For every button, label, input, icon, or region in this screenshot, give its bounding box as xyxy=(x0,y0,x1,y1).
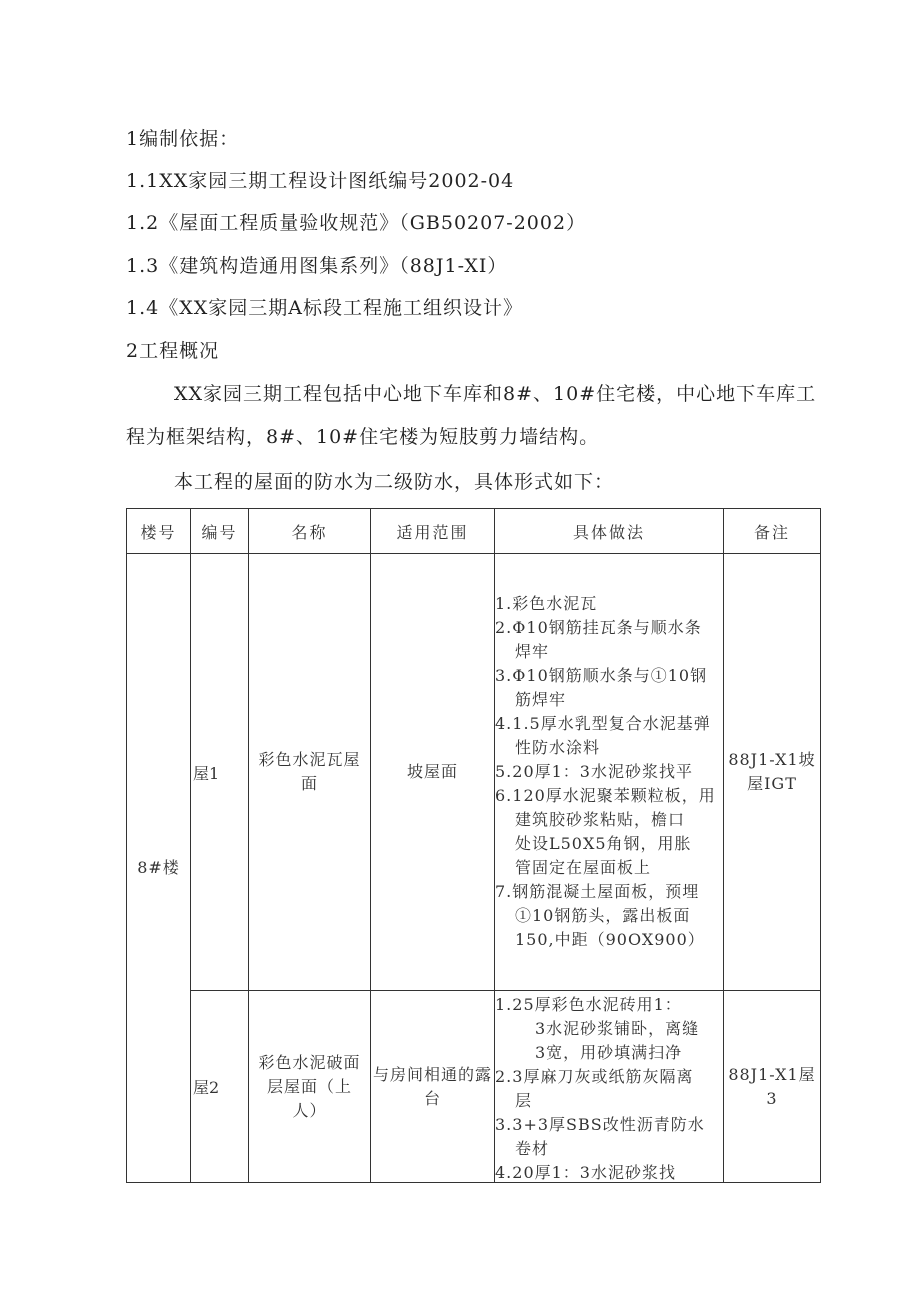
roof-spec-table xyxy=(126,508,821,1183)
method-step: 5.20厚1：3水泥砂浆找平 xyxy=(495,762,693,781)
header-name: 名称 xyxy=(249,509,371,554)
header-remark: 备注 xyxy=(724,509,821,554)
method-step: 2.Φ10钢筋挂瓦条与顺水条 焊牢 xyxy=(495,618,702,661)
overview-para-line2: 程为框架结构，8#、10#住宅楼为短肢剪力墙结构。 xyxy=(126,426,600,448)
table-row xyxy=(127,991,821,1183)
table-header-row xyxy=(127,509,821,554)
row2-code: 屋2 xyxy=(191,991,249,1183)
row1-remark: 88J1-X1坡屋IGT xyxy=(724,554,821,991)
header-scope: 适用范围 xyxy=(371,509,495,554)
header-method: 具体做法 xyxy=(495,509,724,554)
method-step: 6.120厚水泥聚苯颗粒板，用 建筑胶砂浆粘贴，檐口 处设L50X5角钢，用胀 管固定在屋面板上 xyxy=(495,786,716,877)
row1-name: 彩色水泥瓦屋面 xyxy=(249,554,371,991)
item-1-4: 1.4《XX家园三期A标段工程施工组织设计》 xyxy=(126,297,523,319)
overview-para-line1: XX家园三期工程包括中心地下车库和8#、10#住宅楼，中心地下车库工 xyxy=(174,383,817,405)
section-1-title: 1编制依据： xyxy=(126,128,240,150)
method-step: 3.3+3厚SBS改性沥青防水 卷材 xyxy=(495,1114,705,1158)
row2-method xyxy=(495,991,724,1183)
method-step: 4.1.5厚水乳型复合水泥基弹 性防水涂料 xyxy=(495,714,711,757)
item-1-1: 1.1XX家园三期工程设计图纸编号2002-04 xyxy=(126,170,515,192)
table-row xyxy=(127,554,821,991)
method-step: 2.3厚麻刀灰或纸筋灰隔离 层 xyxy=(495,1066,694,1110)
row2-remark: 88J1-X1屋3 xyxy=(724,991,821,1183)
row1-scope: 坡屋面 xyxy=(371,554,495,991)
method-step: 3.Φ10钢筋顺水条与①10钢 筋焊牢 xyxy=(495,666,708,709)
method-step: 4.20厚1：3水泥砂浆找 xyxy=(495,1162,676,1181)
building-cell: 8#楼 xyxy=(127,554,191,1183)
row1-code: 屋1 xyxy=(191,554,249,991)
header-building: 楼号 xyxy=(127,509,191,554)
header-code: 编号 xyxy=(191,509,249,554)
method-step: 1.25厚彩色水泥砖用1： 3水泥砂浆铺卧，离缝 3宽，用砂填满扫净 xyxy=(495,994,700,1062)
row1-method xyxy=(495,554,724,991)
row2-name: 彩色水泥破面层屋面（上人） xyxy=(249,991,371,1183)
waterproof-intro: 本工程的屋面的防水为二级防水，具体形式如下： xyxy=(174,471,615,493)
method-step: 7.钢筋混凝土屋面板，预埋 ①10钢筋头，露出板面 150,中距（90OX900） xyxy=(495,882,705,949)
item-1-2: 1.2《屋面工程质量验收规范》（GB50207-2002） xyxy=(126,212,587,234)
section-2-title: 2工程概况 xyxy=(126,340,220,362)
method-step: 1.彩色水泥瓦 xyxy=(495,594,598,613)
row2-scope: 与房间相通的露台 xyxy=(371,991,495,1183)
item-1-3: 1.3《建筑构造通用图集系列》（88J1-XI） xyxy=(126,255,508,277)
